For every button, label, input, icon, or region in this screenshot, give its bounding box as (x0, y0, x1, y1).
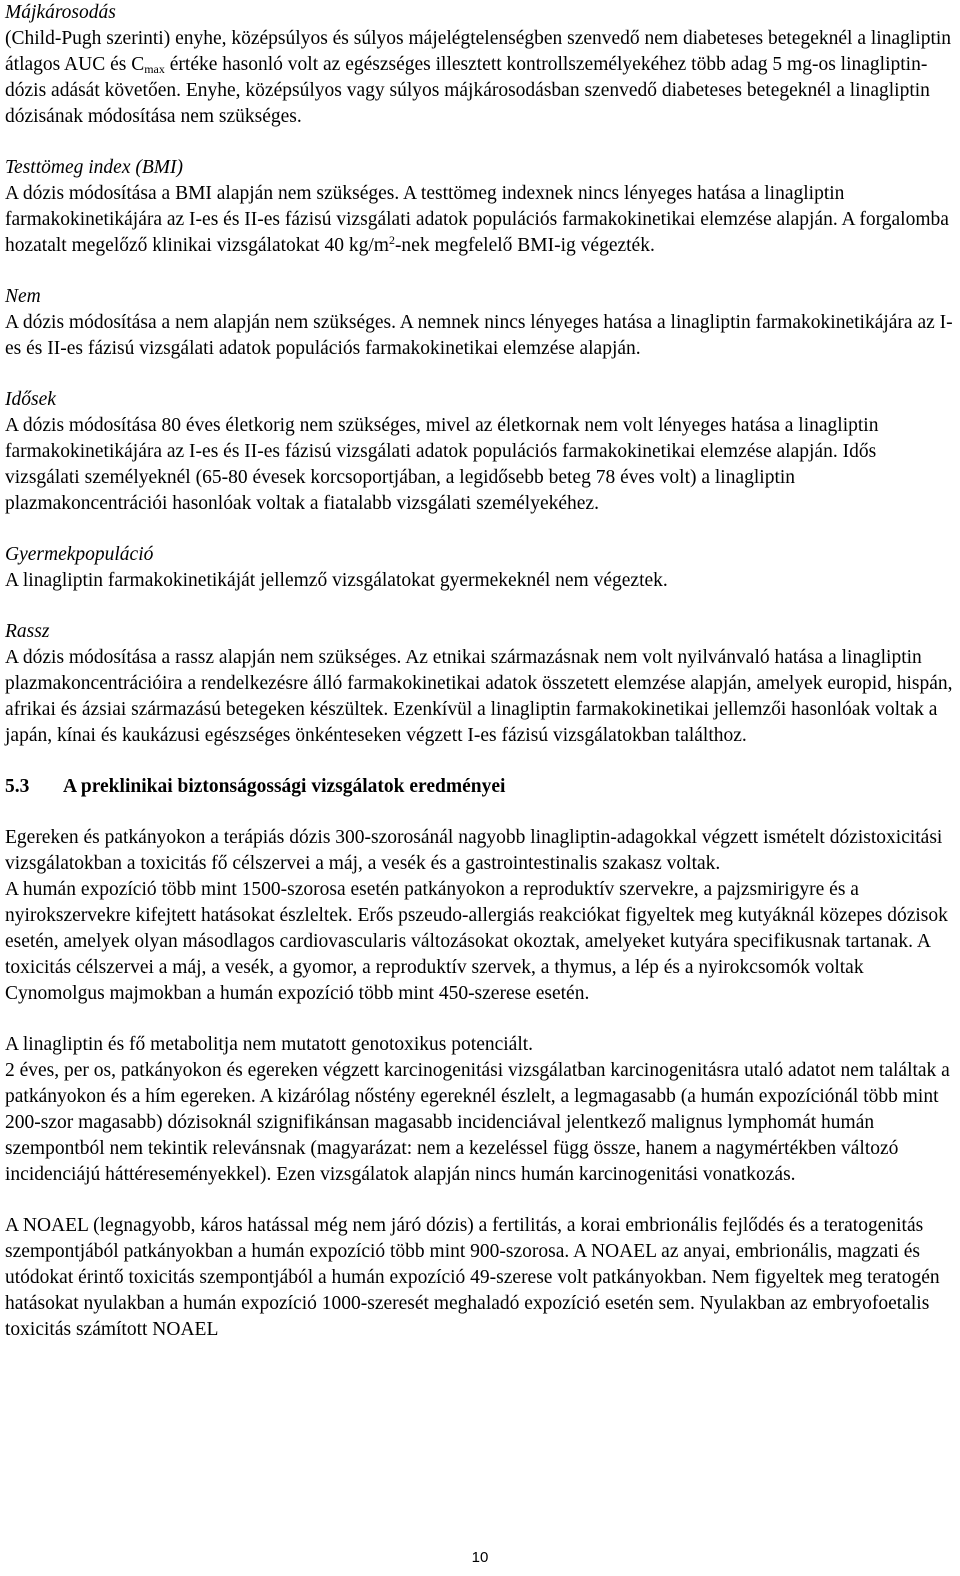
section-title: A preklinikai biztonságossági vizsgálatok eredményei (63, 776, 506, 797)
heading-elderly: Idősek (5, 389, 56, 410)
preclinical-block-3 (5, 1213, 955, 1343)
preclinical-block-2 (5, 1032, 955, 1188)
paragraph-preclinical-3: A linagliptin és fő metabolitja nem mutatott genotoxikus potenciált. (5, 1034, 534, 1055)
paragraph-preclinical-2: A humán expozíció több mint 1500-szorosa esetén patkányokon a reproduktív szervekre, a pajzsmirigyre és a nyirokszervekre kifejtett hatásokat észleltek. Erős pszeudo-allergiás reakciókat figyeltek meg kutyáknál közepes dózisok esetén, amelyek olyan másodlagos cardiovascularis változásokat okoztak, amelyeket kutyára specifikusnak tartanak. A toxicitás célszervei a máj, a vesék, a gyomor, a reproduktív szervek, a thymus, a lép és a nyirokcsomók voltak Cynomolgus majmokban a humán expozíció több mint 450-szerese esetén. (5, 879, 948, 1004)
section-race (5, 619, 955, 749)
preclinical-block-1 (5, 825, 955, 1007)
paragraph-bmi (5, 181, 955, 259)
paragraph-sex: A dózis módosítása a nem alapján nem szükséges. A nemnek nincs lényeges hatása a linagliptin farmakokinetikájára az I-es és II-es fázisú vizsgálati adatok populációs farmakokinetikai elemzése alapján. (5, 312, 953, 359)
paragraph-pediatric: A linagliptin farmakokinetikáját jellemző vizsgálatokat gyermekeknél nem végeztek. (5, 570, 668, 591)
liver-text-1: (Child-Pugh szerinti) enyhe, középsúlyos és súlyos májelégtelenségben szenvedő nem diabeteses betegeknél a linagliptin átlagos AUC és C (5, 28, 952, 75)
liver-subscript: max (144, 62, 165, 76)
bmi-text-2: -nek megfelelő BMI-ig végezték. (394, 235, 655, 256)
section-5-3-header (5, 774, 955, 800)
section-pediatric (5, 542, 955, 594)
section-number: 5.3 (5, 776, 30, 797)
section-sex (5, 284, 955, 362)
section-liver (5, 0, 955, 130)
paragraph-preclinical-4: 2 éves, per os, patkányokon és egereken végzett karcinogenitási vizsgálatban karcinogenitásra utaló adatot nem találtak a patkányokon és a hím egereken. A kizárólag nőstény egereknél észlelt, a legmagasabb (a humán expozíciónál több mint 200-szor magasabb) dózisoknál szignifikánsan magasabb incidenciával jelentkező malignus lymphomát humán szempontból nem tekintik relevánsnak (magyarázat: nem a kezeléssel függ össze, hanem a nagymértékben változó incidenciájú háttéreseményekkel). Ezen vizsgálatok alapján nincs humán karcinogenitási vonatkozás. (5, 1060, 950, 1185)
heading-liver: Májkárosodás (5, 2, 116, 23)
paragraph-preclinical-5: A NOAEL (legnagyobb, káros hatással még nem járó dózis) a fertilitás, a korai embrionális fejlődés és a teratogenitás szempontjából patkányokban a humán expozíció több mint 900-szorosa. A NOAEL az anyai, embrionális, magzati és utódokat érintő toxicitás szempontjából a humán expozíció 49-szerese volt patkányokban. Nem figyeltek meg teratogén hatásokat nyulakban a humán expozíció 1000-szeresét meghaladó expozíció esetén sem. Nyulakban az embryofoetalis toxicitás számított NOAEL (5, 1215, 940, 1340)
page-number: 10 (471, 1549, 489, 1566)
bmi-text-1: A dózis módosítása a BMI alapján nem szükséges. A testtömeg indexnek nincs lényeges hatása a linagliptin farmakokinetikájára az I-es és II-es fázisú vizsgálati adatok populációs farmakokinetikai elemzése alapján. A forgalomba hozatalt megelőző klinikai vizsgálatokat 40 kg/m (5, 183, 949, 256)
heading-race: Rassz (5, 621, 50, 642)
bmi-superscript: 2 (388, 233, 395, 247)
heading-pediatric: Gyermekpopuláció (5, 544, 154, 565)
heading-sex: Nem (5, 286, 41, 307)
paragraph-preclinical-1: Egereken és patkányokon a terápiás dózis 300-szorosánál nagyobb linagliptin-adagokkal végzett ismételt dózistoxicitási vizsgálatokban a toxicitás fő célszervei a máj, a vesék és a gastrointestinalis szakasz voltak. (5, 827, 943, 874)
document-page (5, 0, 955, 1368)
paragraph-race: A dózis módosítása a rassz alapján nem szükséges. Az etnikai származásnak nem volt nyilvánvaló hatása a linagliptin plazmakoncentrációira a rendelkezésre álló farmakokinetikai adatok összetett elemzése alapján, amelyek europid, hispán, afrikai és ázsiai származású betegeken készültek. Ezenkívül a linagliptin farmakokinetikai jellemzői hasonlóak voltak a japán, kínai és kaukázusi egészséges önkénteseken végzett I-es fázisú vizsgálatokban találthoz. (5, 647, 953, 746)
heading-bmi: Testtömeg index (BMI) (5, 157, 183, 178)
section-heading (5, 774, 955, 800)
paragraph-elderly: A dózis módosítása 80 éves életkorig nem szükséges, mivel az életkornak nem volt lényeges hatása a linagliptin farmakokinetikájára az I-es és II-es fázisú vizsgálati adatok populációs farmakokinetikai elemzése alapján. Idős vizsgálati személyeknél (65-80 évesek korcsoportjában, a legidősebb beteg 78 éves volt) a linagliptin plazmakoncentrációi hasonlóak voltak a fiatalabb vizsgálati személyekéhez. (5, 415, 879, 514)
section-bmi (5, 155, 955, 259)
liver-text-2: értéke hasonló volt az egészséges illesztett kontrollszemélyekéhez több adag 5 mg-os linagliptin-dózis adását követően. Enyhe, középsúlyos vagy súlyos májkárosodásban szenvedő diabeteses betegeknél a linagliptin dózisának módosítása nem szükséges. (5, 54, 930, 127)
paragraph-liver (5, 26, 955, 130)
section-elderly (5, 387, 955, 517)
